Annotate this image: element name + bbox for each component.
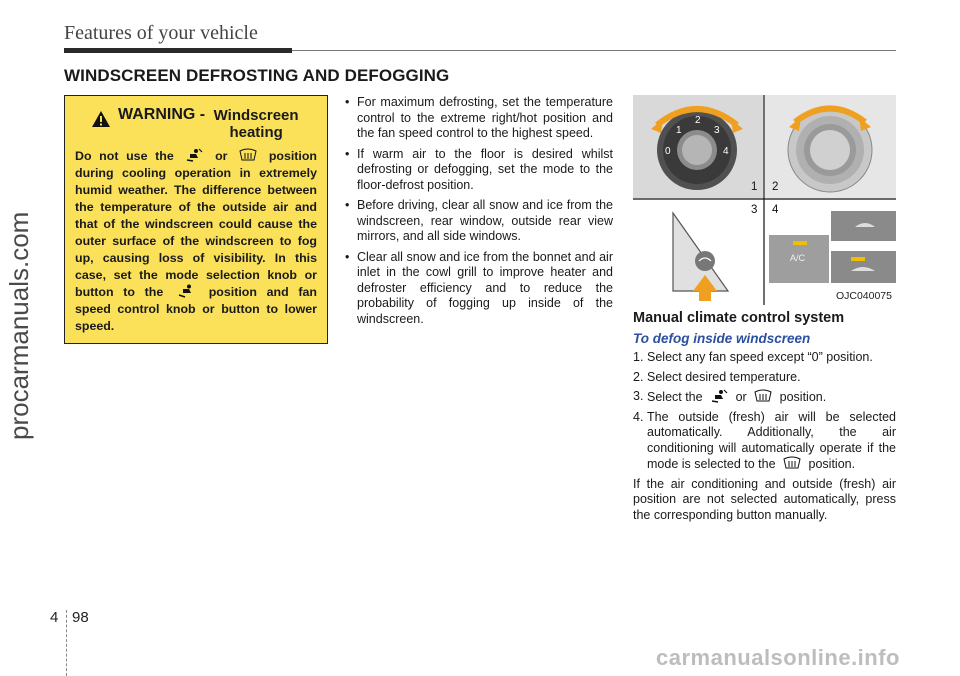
step-text-post: position.	[808, 457, 856, 471]
figure-label-1: 1	[751, 181, 758, 193]
bullet-item: • Clear all snow and ice from the bonnet and air inlet in the cowl grill to improve heater and defroster efficiency and to reduce the probability of fogging up inside of the windscreen.	[345, 250, 613, 328]
step-text: Select desired temperature.	[647, 369, 801, 384]
page-number: 98	[72, 609, 89, 626]
ac-label: A/C	[790, 253, 806, 263]
fan-speed-knob	[633, 95, 763, 198]
manual-control-section	[633, 310, 896, 523]
defrost-icon	[782, 456, 802, 470]
manual-heading: Manual climate control system	[633, 310, 845, 326]
defrost-icon	[238, 148, 258, 162]
step-text-pre: Select the	[647, 390, 703, 404]
step-item	[633, 410, 896, 473]
knob-mark-2: 2	[695, 115, 701, 126]
header-rule	[292, 50, 896, 51]
climate-control-figure	[633, 95, 896, 305]
footer-divider	[66, 610, 67, 676]
defog-subheading: To defog inside windscreen	[633, 331, 811, 346]
step-number: 3.	[633, 389, 644, 403]
step-text-mid: or	[735, 390, 747, 404]
section-title: WINDSCREEN DEFROSTING AND DEFOGGING	[64, 66, 450, 85]
step-item	[633, 370, 896, 386]
step-text: Select any fan speed except “0” position.	[647, 350, 873, 364]
step-number: 2.	[633, 369, 644, 384]
warning-subject: Windscreen heating	[213, 107, 299, 141]
temperature-knob	[765, 95, 896, 198]
step-number: 1.	[633, 350, 644, 364]
warning-heading	[91, 106, 317, 141]
step-number: 4.	[633, 409, 644, 424]
warning-text-or: or	[215, 149, 228, 163]
warning-triangle-icon	[91, 110, 111, 128]
bullet-list	[345, 95, 613, 332]
warning-text	[75, 148, 317, 335]
knob-mark-1: 1	[676, 125, 682, 136]
figure-code: OJC040075	[835, 290, 892, 302]
defrost-icon	[753, 389, 773, 403]
header-bar	[64, 48, 292, 53]
step-text-post: position.	[779, 390, 827, 404]
warning-text-1: Do not use the	[75, 149, 174, 163]
figure-label-2: 2	[772, 181, 779, 193]
floor-defrost-icon	[709, 389, 729, 403]
bottom-watermark: carmanualsonline.info	[656, 645, 900, 670]
figure-illustration	[633, 95, 896, 305]
step-item	[633, 389, 896, 406]
floor-defrost-icon	[184, 148, 204, 162]
figure-label-3: 3	[751, 204, 758, 216]
warning-text-2: position during cooling operation in extremely humid weather. The difference between the temperature of the outside air and that of the windscreen could cause the outer surface of the windscreen to fog up, causing loss of visibility. In this case, set the mode selection knob or button to the	[75, 149, 317, 299]
defrost-button	[633, 200, 763, 305]
warning-box	[64, 95, 328, 344]
floor-mode-icon	[176, 284, 196, 298]
knob-mark-4: 4	[723, 146, 729, 157]
knob-mark-3: 3	[714, 125, 720, 136]
bullet-item: • For maximum defrosting, set the temperature control to the extreme right/hot position and the fan speed control to the highest speed.	[345, 95, 613, 142]
side-watermark: procarmanuals.com	[4, 211, 34, 440]
warning-label: WARNING -	[118, 106, 206, 123]
page-header-title: Features of your vehicle	[64, 22, 258, 44]
warning-text-3: position and fan speed control knob or button to lower speed.	[75, 285, 317, 333]
figure-label-4: 4	[772, 204, 779, 216]
bullet-item: • Before driving, clear all snow and ice from the windscreen, rear window, outside rear view mirrors, and all side windows.	[345, 198, 613, 245]
manual-paragraph: If the air conditioning and outside (fresh) air position are not selected automatically, press the corresponding button manually.	[633, 476, 896, 522]
knob-mark-0: 0	[665, 146, 671, 157]
bullet-item: • If warm air to the floor is desired whilst defrosting or defogging, set the mode to the floor-defrost position.	[345, 147, 613, 194]
step-item	[633, 350, 896, 366]
chapter-number: 4	[50, 609, 59, 626]
step-text-pre: The outside (fresh) air will be selected automatically. Additionally, the air conditioning will automatically operate if the mode is selected to the	[647, 409, 896, 471]
